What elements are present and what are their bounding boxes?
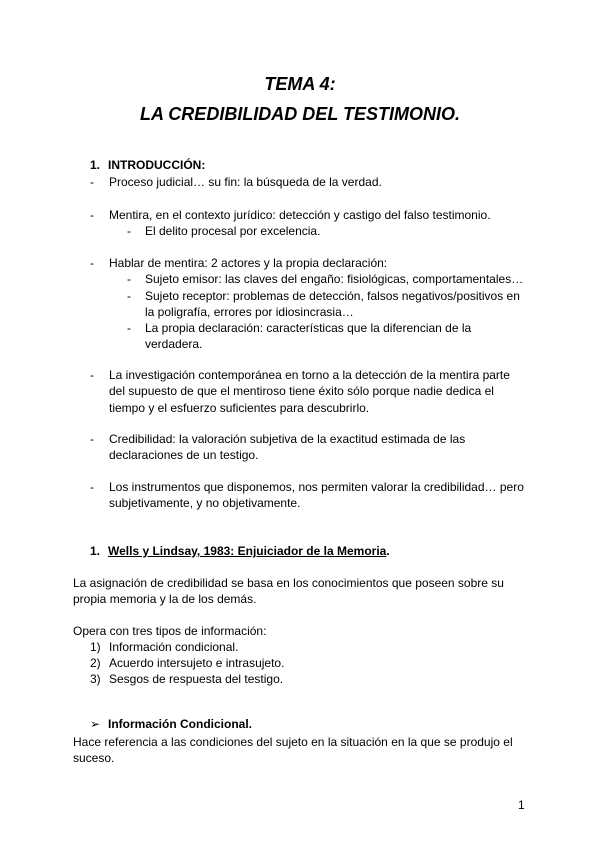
bullet-marker: -	[90, 432, 94, 446]
paragraph-line: La asignación de credibilidad se basa en los conocimientos que poseen sobre su	[73, 576, 504, 590]
bullet-text: subjetivamente, y no objetivamente.	[109, 496, 301, 510]
bullet-text: Proceso judicial… su fin: la búsqueda de la verdad.	[109, 175, 382, 189]
bullet-text: del supuesto de que el mentiroso tiene éxito sólo porque nadie dedica el	[109, 384, 494, 398]
sub-bullet-marker: -	[127, 321, 131, 335]
sub-bullet-text: Sujeto receptor: problemas de detección, falsos negativos/positivos en	[145, 289, 520, 303]
sub-bullet-marker: -	[127, 289, 131, 303]
bullet-marker: -	[90, 256, 94, 270]
document-title-line1: TEMA 4:	[264, 74, 336, 94]
page-number: 1	[518, 798, 525, 812]
bullet-text: La investigación contemporánea en torno a la detección de la mentira parte	[109, 368, 510, 382]
section1-number: 1.	[90, 158, 101, 172]
sub-bullet-text: verdadera.	[145, 337, 203, 351]
bullet-marker: -	[90, 368, 94, 382]
bullet-text: declaraciones de un testigo.	[109, 448, 259, 462]
section2-heading	[108, 543, 390, 560]
bullet-text: Mentira, en el contexto jurídico: detección y castigo del falso testimonio.	[109, 208, 491, 222]
sub-bullet-text: Sujeto emisor: las claves del engaño: fisiológicas, comportamentales…	[145, 272, 524, 286]
bullet-text: Los instrumentos que disponemos, nos permiten valorar la credibilidad… pero	[109, 480, 524, 494]
section2-number: 1.	[90, 544, 101, 558]
sub-bullet-marker: -	[127, 224, 131, 238]
list-number: 2)	[90, 656, 101, 670]
section1-heading: INTRODUCCIÓN:	[108, 158, 206, 172]
bullet-text: tiempo y el esfuerzo suficientes para descubrirlo.	[109, 401, 370, 415]
list-item-text: Acuerdo intersujeto e intrasujeto.	[109, 656, 285, 670]
paragraph-line: Opera con tres tipos de información:	[73, 624, 267, 638]
list-number: 3)	[90, 672, 101, 686]
sub-bullet-marker: -	[127, 272, 131, 286]
bullet-marker: -	[90, 175, 94, 189]
document-title-line2: LA CREDIBILIDAD DEL TESTIMONIO.	[139, 104, 460, 124]
bullet-text: Hablar de mentira: 2 actores y la propia declaración:	[109, 256, 388, 270]
bullet-marker: -	[90, 480, 94, 494]
sub-bullet-text: El delito procesal por excelencia.	[145, 224, 321, 238]
bullet-text: Credibilidad: la valoración subjetiva de la exactitud estimada de las	[109, 432, 466, 446]
section2-heading-text: Wells y Lindsay, 1983: Enjuiciador de la Memoria	[108, 544, 387, 558]
list-item-text: Sesgos de respuesta del testigo.	[109, 672, 284, 686]
list-item-text: Información condicional.	[109, 640, 239, 654]
sub-bullet-text: La propia declaración: características que la diferencian de la	[145, 321, 472, 335]
bullet-marker: -	[90, 208, 94, 222]
section2-heading-end: .	[386, 544, 390, 558]
sub-bullet-text: la poligrafía, errores por idiosincrasia…	[145, 305, 354, 319]
paragraph-line: suceso.	[73, 751, 115, 765]
arrow-icon: ➢	[90, 717, 101, 731]
subsection-heading: Información Condicional.	[108, 717, 253, 731]
paragraph-line: Hace referencia a las condiciones del sujeto en la situación en la que se produjo el	[73, 735, 513, 749]
paragraph-line: propia memoria y la de los demás.	[73, 592, 257, 606]
list-number: 1)	[90, 640, 101, 654]
